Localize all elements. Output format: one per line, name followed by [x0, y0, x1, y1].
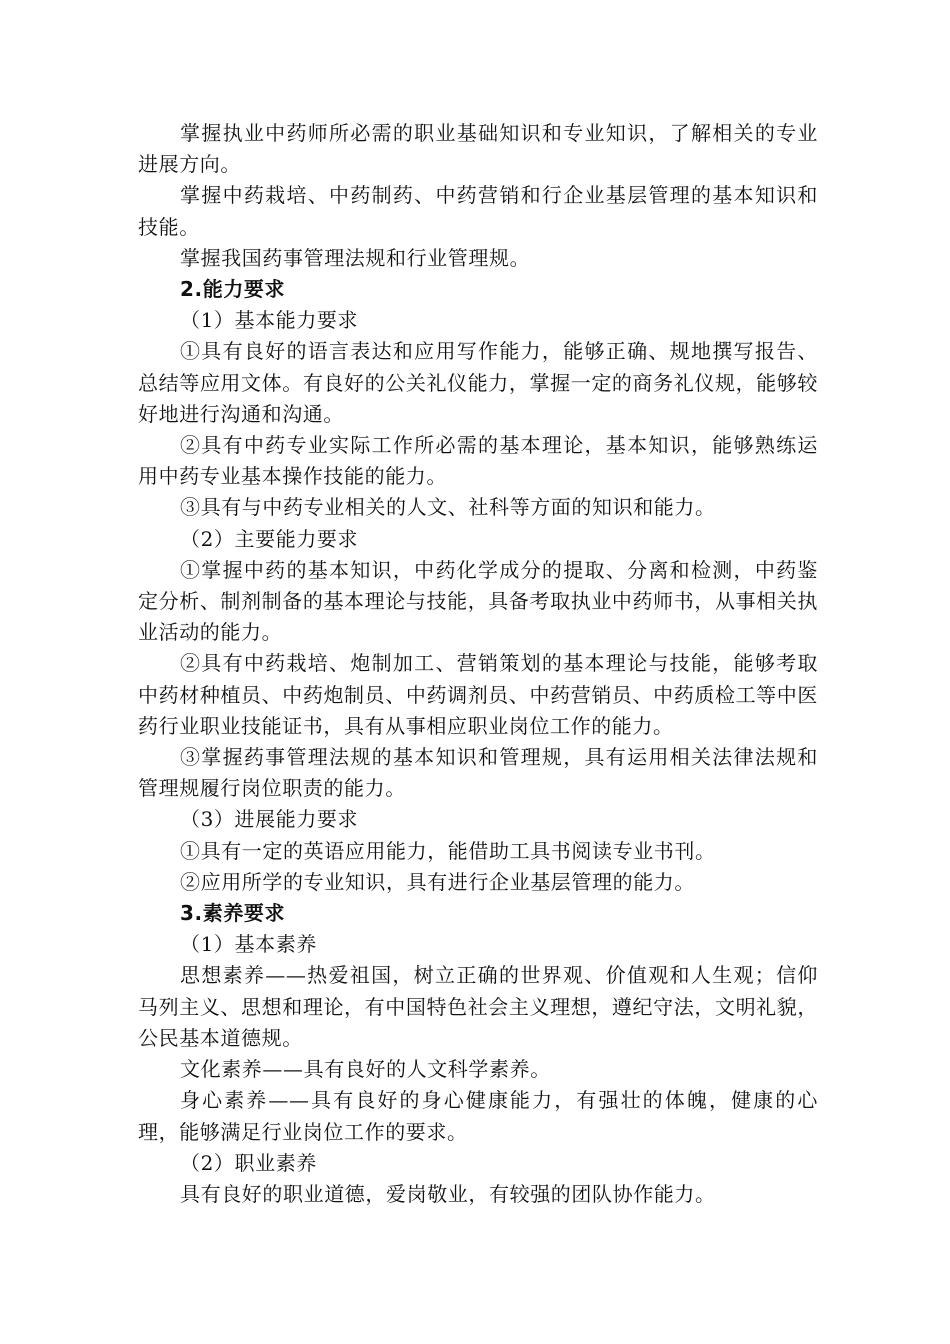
section-heading: 3.素养要求 — [180, 901, 286, 926]
subsection-heading: （1）基本素养 — [180, 932, 317, 957]
paragraph: 掌握中药栽培、中药制药、中药营销和行企业基层管理的基本知识和技能。 — [138, 183, 818, 239]
subsection-heading: （1）基本能力要求 — [180, 308, 359, 333]
paragraph: ①具有一定的英语应用能力，能借助工具书阅读专业书刊。 — [180, 838, 716, 863]
section-heading: 2.能力要求 — [180, 277, 286, 302]
paragraph: 掌握执业中药师所必需的职业基础知识和专业知识，了解相关的专业进展方向。 — [138, 121, 818, 177]
subsection-heading: （3）进展能力要求 — [180, 807, 359, 832]
paragraph: ①具有良好的语言表达和应用写作能力，能够正确、规地撰写报告、总结等应用文体。有良好的公关礼仪能力，掌握一定的商务礼仪规，能够较好地进行沟通和沟通。 — [138, 339, 818, 426]
paragraph: ③掌握药事管理法规的基本知识和管理规，具有运用相关法律法规和管理规履行岗位职责的能力。 — [138, 745, 818, 801]
document-body — [138, 118, 818, 1210]
paragraph: 文化素养——具有良好的人文科学素养。 — [180, 1057, 551, 1082]
subsection-heading: （2）主要能力要求 — [180, 526, 359, 551]
paragraph: ③具有与中药专业相关的人文、社科等方面的知识和能力。 — [180, 495, 716, 520]
paragraph: ②应用所学的专业知识，具有进行企业基层管理的能力。 — [180, 869, 695, 894]
paragraph: ①掌握中药的基本知识，中药化学成分的提取、分离和检测，中药鉴定分析、制剂制备的基本理论与技能，具备考取执业中药师书，从事相关执业活动的能力。 — [138, 557, 818, 645]
paragraph: 具有良好的职业道德，爱岗敬业，有较强的团队协作能力。 — [180, 1181, 716, 1206]
paragraph: 掌握我国药事管理法规和行业管理规。 — [180, 245, 531, 270]
paragraph: 身心素养——具有良好的身心健康能力，有强壮的体魄，健康的心理，能够满足行业岗位工作的要求。 — [138, 1088, 818, 1144]
paragraph: ②具有中药栽培、炮制加工、营销策划的基本理论与技能，能够考取中药材种植员、中药炮制员、中药调剂员、中药营销员、中药质检工等中医药行业职业技能证书，具有从事相应职业岗位工作的能力。 — [138, 651, 818, 738]
paragraph: ②具有中药专业实际工作所必需的基本理论，基本知识，能够熟练运用中药专业基本操作技能的能力。 — [138, 433, 818, 489]
paragraph: 思想素养——热爱祖国，树立正确的世界观、价值观和人生观；信仰马列主义、思想和理论，有中国特色社会主义理想，遵纪守法，文明礼貌，公民基本道德规。 — [138, 963, 818, 1050]
subsection-heading: （2）职业素养 — [180, 1150, 317, 1175]
